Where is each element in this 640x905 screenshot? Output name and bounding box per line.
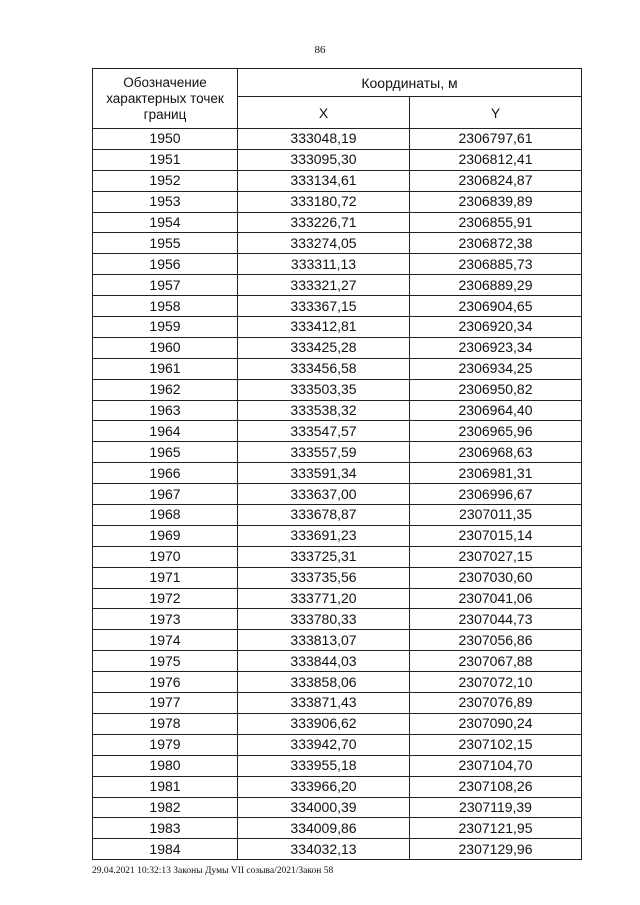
y-coordinate-cell: 2306812,41	[410, 149, 582, 170]
y-coordinate-cell: 2306920,34	[410, 317, 582, 338]
point-number-cell: 1965	[93, 442, 238, 463]
table-row	[93, 212, 582, 233]
point-number-cell: 1975	[93, 651, 238, 672]
table-row	[93, 755, 582, 776]
y-coordinate-cell: 2306934,25	[410, 358, 582, 379]
x-coordinate-cell: 333425,28	[238, 337, 410, 358]
y-coordinate-cell: 2306885,73	[410, 254, 582, 275]
table-row	[93, 672, 582, 693]
table-row	[93, 588, 582, 609]
point-number-cell: 1984	[93, 839, 238, 860]
table-row	[93, 713, 582, 734]
table-header	[93, 69, 582, 129]
table-row	[93, 149, 582, 170]
y-coordinate-cell: 2306855,91	[410, 212, 582, 233]
y-coordinate-cell: 2307015,14	[410, 525, 582, 546]
y-coordinate-cell: 2307076,89	[410, 693, 582, 714]
y-coordinate-cell: 2306904,65	[410, 296, 582, 317]
table-row	[93, 525, 582, 546]
x-coordinate-cell: 333503,35	[238, 379, 410, 400]
point-number-cell: 1951	[93, 149, 238, 170]
point-number-cell: 1955	[93, 233, 238, 254]
y-coordinate-cell: 2306889,29	[410, 275, 582, 296]
table-row	[93, 693, 582, 714]
x-coordinate-cell: 333844,03	[238, 651, 410, 672]
y-coordinate-cell: 2307102,15	[410, 734, 582, 755]
table-row	[93, 400, 582, 421]
x-coordinate-cell: 333858,06	[238, 672, 410, 693]
table-row	[93, 505, 582, 526]
y-coordinate-cell: 2307056,86	[410, 630, 582, 651]
document-footer: 29.04.2021 10:32:13 Законы Думы VII созыва/2021/Закон 58	[92, 866, 334, 876]
table-row	[93, 254, 582, 275]
x-coordinate-cell: 333725,31	[238, 546, 410, 567]
x-coordinate-cell: 333547,57	[238, 421, 410, 442]
point-number-cell: 1974	[93, 630, 238, 651]
table-row	[93, 358, 582, 379]
x-coordinate-cell: 333180,72	[238, 191, 410, 212]
point-number-cell: 1972	[93, 588, 238, 609]
table-row	[93, 317, 582, 338]
table-row	[93, 379, 582, 400]
y-coordinate-cell: 2307011,35	[410, 505, 582, 526]
x-coordinate-cell: 333321,27	[238, 275, 410, 296]
x-coordinate-cell: 333871,43	[238, 693, 410, 714]
y-coordinate-cell: 2307121,95	[410, 818, 582, 839]
page-number: 86	[314, 44, 326, 56]
table-row	[93, 275, 582, 296]
point-number-cell: 1957	[93, 275, 238, 296]
y-coordinate-cell: 2307119,39	[410, 797, 582, 818]
y-coordinate-cell: 2306996,67	[410, 484, 582, 505]
table-row	[93, 442, 582, 463]
point-number-cell: 1963	[93, 400, 238, 421]
table-row	[93, 818, 582, 839]
x-column-header: X	[238, 97, 410, 129]
coordinates-table	[92, 68, 582, 860]
y-coordinate-cell: 2307129,96	[410, 839, 582, 860]
point-number-cell: 1954	[93, 212, 238, 233]
point-number-cell: 1966	[93, 463, 238, 484]
x-coordinate-cell: 333134,61	[238, 170, 410, 191]
y-coordinate-cell: 2307067,88	[410, 651, 582, 672]
x-coordinate-cell: 333412,81	[238, 317, 410, 338]
point-number-cell: 1964	[93, 421, 238, 442]
x-coordinate-cell: 333691,23	[238, 525, 410, 546]
y-coordinate-cell: 2307030,60	[410, 567, 582, 588]
x-coordinate-cell: 333955,18	[238, 755, 410, 776]
point-number-cell: 1969	[93, 525, 238, 546]
x-coordinate-cell: 333226,71	[238, 212, 410, 233]
table-row	[93, 651, 582, 672]
point-number-cell: 1977	[93, 693, 238, 714]
y-coordinate-cell: 2307104,70	[410, 755, 582, 776]
y-coordinate-cell: 2306965,96	[410, 421, 582, 442]
coordinates-header: Координаты, м	[238, 69, 582, 97]
point-number-cell: 1962	[93, 379, 238, 400]
table-row	[93, 776, 582, 797]
y-coordinate-cell: 2306968,63	[410, 442, 582, 463]
point-number-cell: 1970	[93, 546, 238, 567]
table-row	[93, 463, 582, 484]
y-coordinate-cell: 2306872,38	[410, 233, 582, 254]
x-coordinate-cell: 333735,56	[238, 567, 410, 588]
table-row	[93, 129, 582, 150]
x-coordinate-cell: 333780,33	[238, 609, 410, 630]
point-number-cell: 1976	[93, 672, 238, 693]
y-coordinate-cell: 2307108,26	[410, 776, 582, 797]
table-row	[93, 337, 582, 358]
table-row	[93, 567, 582, 588]
y-coordinate-cell: 2306964,40	[410, 400, 582, 421]
point-number-cell: 1979	[93, 734, 238, 755]
point-number-cell: 1959	[93, 317, 238, 338]
y-coordinate-cell: 2306981,31	[410, 463, 582, 484]
point-number-cell: 1983	[93, 818, 238, 839]
y-coordinate-cell: 2307072,10	[410, 672, 582, 693]
x-coordinate-cell: 333274,05	[238, 233, 410, 254]
table-row	[93, 839, 582, 860]
x-coordinate-cell: 333966,20	[238, 776, 410, 797]
table-row	[93, 421, 582, 442]
point-number-cell: 1953	[93, 191, 238, 212]
x-coordinate-cell: 333678,87	[238, 505, 410, 526]
y-coordinate-cell: 2307041,06	[410, 588, 582, 609]
x-coordinate-cell: 333771,20	[238, 588, 410, 609]
point-number-cell: 1971	[93, 567, 238, 588]
x-coordinate-cell: 333637,00	[238, 484, 410, 505]
point-number-cell: 1967	[93, 484, 238, 505]
y-column-header: Y	[410, 97, 582, 129]
y-coordinate-cell: 2306839,89	[410, 191, 582, 212]
table-row	[93, 191, 582, 212]
point-number-cell: 1952	[93, 170, 238, 191]
x-coordinate-cell: 333095,30	[238, 149, 410, 170]
x-coordinate-cell: 333591,34	[238, 463, 410, 484]
point-number-cell: 1980	[93, 755, 238, 776]
table-row	[93, 296, 582, 317]
x-coordinate-cell: 333538,32	[238, 400, 410, 421]
table-row	[93, 609, 582, 630]
x-coordinate-cell: 333456,58	[238, 358, 410, 379]
table-row	[93, 170, 582, 191]
y-coordinate-cell: 2306923,34	[410, 337, 582, 358]
y-coordinate-cell: 2307090,24	[410, 713, 582, 734]
table-row	[93, 797, 582, 818]
x-coordinate-cell: 334000,39	[238, 797, 410, 818]
point-number-cell: 1958	[93, 296, 238, 317]
x-coordinate-cell: 333311,13	[238, 254, 410, 275]
x-coordinate-cell: 333906,62	[238, 713, 410, 734]
y-coordinate-cell: 2306950,82	[410, 379, 582, 400]
point-number-cell: 1961	[93, 358, 238, 379]
x-coordinate-cell: 333557,59	[238, 442, 410, 463]
table-body	[93, 129, 582, 860]
table-row	[93, 484, 582, 505]
table-row	[93, 734, 582, 755]
y-coordinate-cell: 2307044,73	[410, 609, 582, 630]
x-coordinate-cell: 333367,15	[238, 296, 410, 317]
x-coordinate-cell: 334009,86	[238, 818, 410, 839]
x-coordinate-cell: 334032,13	[238, 839, 410, 860]
point-number-cell: 1973	[93, 609, 238, 630]
point-number-cell: 1960	[93, 337, 238, 358]
y-coordinate-cell: 2306797,61	[410, 129, 582, 150]
y-coordinate-cell: 2306824,87	[410, 170, 582, 191]
point-number-cell: 1981	[93, 776, 238, 797]
point-column-header: Обозначение характерных точек границ	[93, 69, 238, 129]
point-number-cell: 1978	[93, 713, 238, 734]
x-coordinate-cell: 333942,70	[238, 734, 410, 755]
y-coordinate-cell: 2307027,15	[410, 546, 582, 567]
point-number-cell: 1950	[93, 129, 238, 150]
point-number-cell: 1982	[93, 797, 238, 818]
point-number-cell: 1956	[93, 254, 238, 275]
table-row	[93, 630, 582, 651]
x-coordinate-cell: 333048,19	[238, 129, 410, 150]
x-coordinate-cell: 333813,07	[238, 630, 410, 651]
table-row	[93, 546, 582, 567]
table-row	[93, 233, 582, 254]
point-number-cell: 1968	[93, 505, 238, 526]
